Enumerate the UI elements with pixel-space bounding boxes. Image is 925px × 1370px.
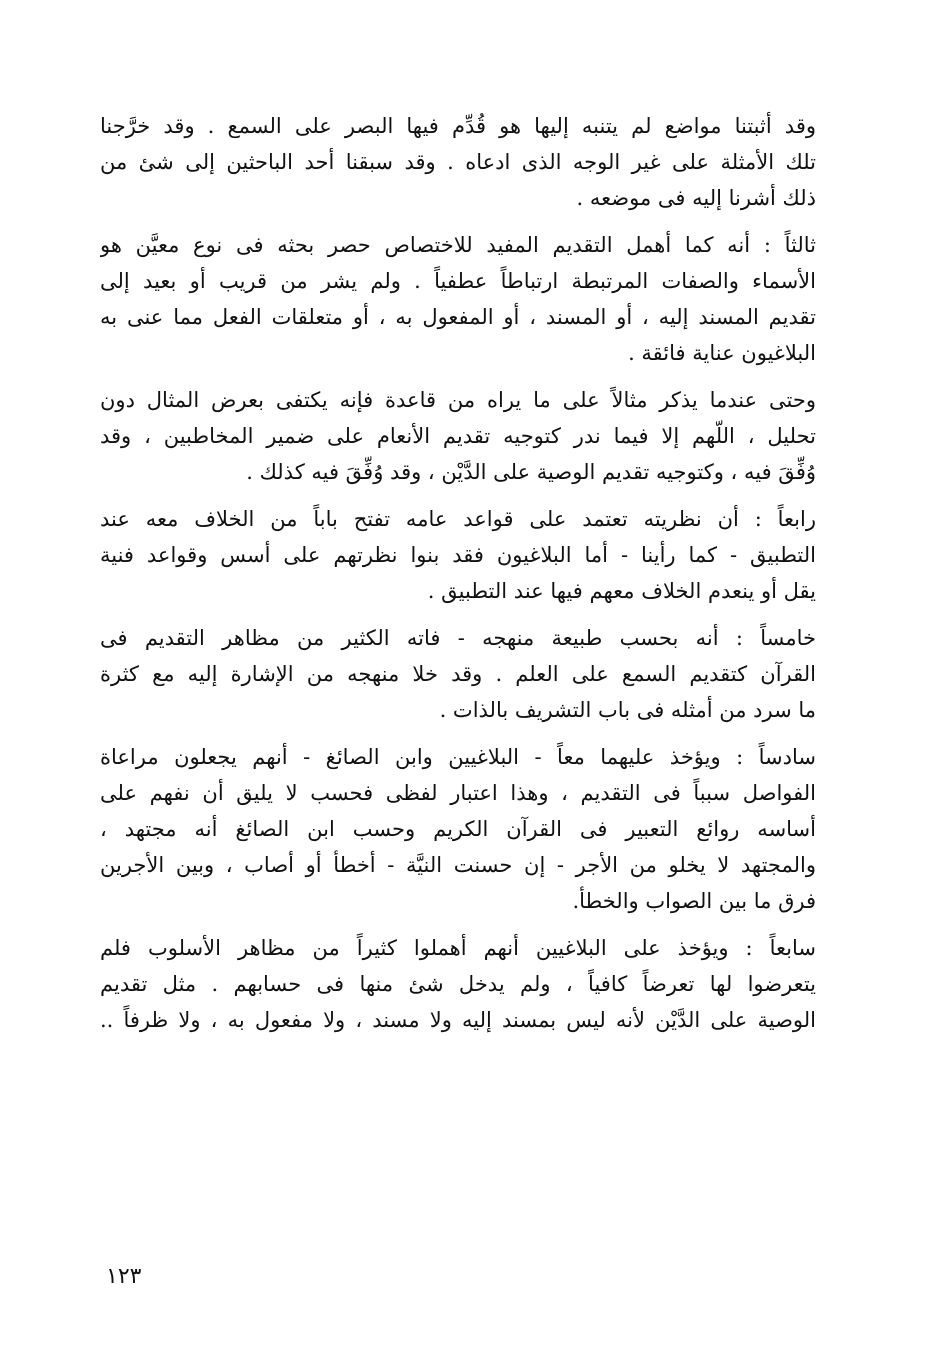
text-line: وحتى عندما يذكر مثالاً على ما يراه من قاعدة فإنه يكتفى بعرض المثال دون xyxy=(100,388,816,412)
paragraph-3 xyxy=(100,382,816,490)
text-line: فرق ما بين الصواب والخطأ. xyxy=(572,889,816,913)
paragraph-7 xyxy=(100,930,816,1038)
text-line: والمجتهد لا يخلو من الأجر - إن حسنت النيَّة - أخطأ أو أصاب ، وبين الأجرين xyxy=(100,853,816,877)
text-line: القرآن كتقديم السمع على العلم . وقد خلا منهجه من الإشارة إليه مع كثرة xyxy=(100,662,816,686)
text-line: يقل أو ينعدم الخلاف معهم فيها عند التطبيق . xyxy=(427,579,816,603)
text-line: رابعاً : أن نظريته تعتمد على قواعد عامه تفتح باباً من الخلاف معه عند xyxy=(100,507,816,531)
text-line: يتعرضوا لها تعرضاً كافياً ، ولم يدخل شئ منها فى حسابهم . مثل تقديم xyxy=(100,972,816,996)
document-body xyxy=(100,108,816,1049)
text-line: تقديم المسند إليه ، أو المسند ، أو المفعول به ، أو متعلقات الفعل مما عنى به xyxy=(100,305,816,329)
text-line: وقد أثبتنا مواضع لم يتنبه إليها هو قُدِّم فيها البصر على السمع . وقد خرَّجنا xyxy=(100,114,816,138)
text-line: ثالثاً : أنه كما أهمل التقديم المفيد للاختصاص حصر بحثه فى نوع معيَّن هو xyxy=(100,233,816,257)
text-line: وُفِّقَ فيه ، وكتوجيه تقديم الوصية على الدَّيْن ، وقد وُفِّقَ فيه كذلك . xyxy=(246,460,816,484)
text-line: ذلك أشرنا إليه فى موضعه . xyxy=(576,186,816,210)
text-line: أساسه روائع التعبير فى القرآن الكريم وحسب ابن الصائغ أنه مجتهد ، xyxy=(100,817,816,841)
page-number: ١٢٣ xyxy=(106,1264,142,1289)
text-line: خامساً : أنه بحسب طبيعة منهجه - فاته الكثير من مظاهر التقديم فى xyxy=(100,626,816,650)
paragraph-5 xyxy=(100,620,816,728)
text-line: الأسماء والصفات المرتبطة ارتباطاً عطفياً . ولم يشر من قريب أو بعيد إلى xyxy=(100,269,816,293)
text-line: الوصية على الدَّيْن لأنه ليس بمسند إليه ولا مسند ، ولا مفعول به ، ولا ظرفاً .. xyxy=(100,1008,816,1032)
text-line: تلك الأمثلة على غير الوجه الذى ادعاه . وقد سبقنا أحد الباحثين إلى شئ من xyxy=(100,150,816,174)
text-line: سادساً : ويؤخذ عليهما معاً - البلاغيين وابن الصائغ - أنهم يجعلون مراعاة xyxy=(100,745,816,769)
text-line: البلاغيون عناية فائقة . xyxy=(628,341,816,365)
paragraph-2 xyxy=(100,227,816,371)
text-line: سابعاً : ويؤخذ على البلاغيين أنهم أهملوا كثيراً من مظاهر الأسلوب فلم xyxy=(100,936,816,960)
text-line: ما سرد من أمثله فى باب التشريف بالذات . xyxy=(439,698,816,722)
paragraph-6 xyxy=(100,739,816,919)
paragraph-4 xyxy=(100,501,816,609)
paragraph-1 xyxy=(100,108,816,216)
text-line: تحليل ، اللّهم إلا فيما ندر كتوجيه تقديم الأنعام على ضمير المخاطبين ، وقد xyxy=(100,424,816,448)
text-line: الفواصل سبباً فى التقديم ، وهذا اعتبار لفظى فحسب لا يليق أن نفهم على xyxy=(100,781,816,805)
text-line: التطبيق - كما رأينا - أما البلاغيون فقد بنوا نظرتهم على أسس وقواعد فنية xyxy=(100,543,816,567)
